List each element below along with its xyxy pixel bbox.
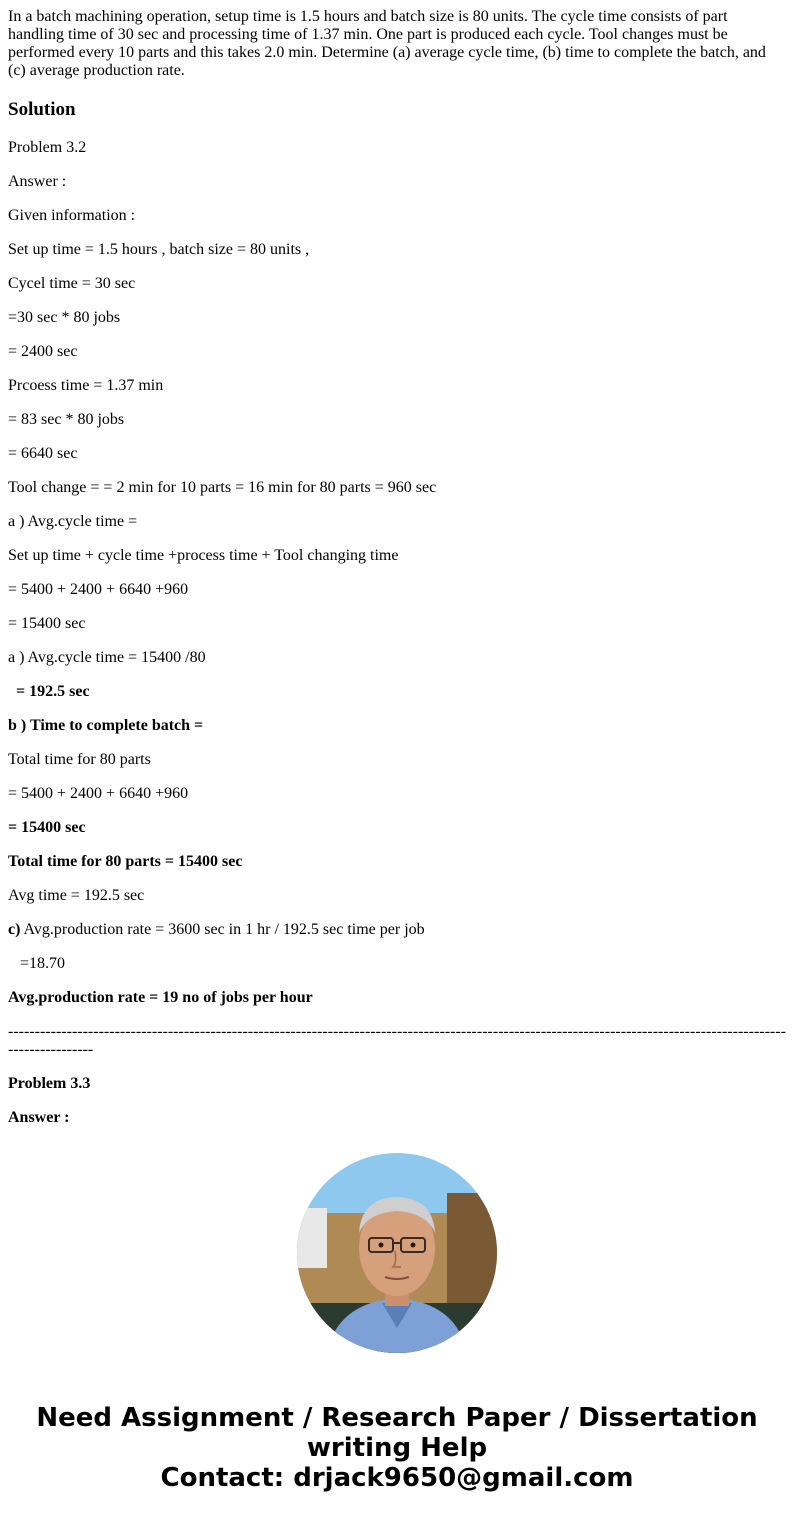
process-time-line: Prcoess time = 1.37 min [8,377,164,394]
sum-line: = 5400 + 2400 + 6640 +960 [8,581,189,598]
batch-sum-result: = 15400 sec [8,819,86,836]
total-time-label: Total time for 80 parts [8,751,151,768]
given-information-label: Given information : [8,207,136,224]
avg-cycle-calc-line: a ) Avg.cycle time = 15400 /80 [8,649,206,666]
batch-sum-line: = 5400 + 2400 + 6640 +960 [8,785,189,802]
problem-3-3-heading: Problem 3.3 [8,1075,91,1092]
avg-cycle-heading: a ) Avg.cycle time = [8,513,138,530]
question-text: In a batch machining operation, setup time is 1.5 hours and batch size is 80 units. The cycle time consists of part handling time of 30 sec and processing time of 1.37 min. One part is produced each cycle. Tool changes must be performed every 10 parts and this takes 2.0 min. Determine (a) average cycle time, (b) time to complete the batch, and (c) average production rate. [8,8,766,79]
avg-cycle-result: = 192.5 sec [8,683,90,700]
production-rate-result: Avg.production rate = 19 no of jobs per hour [8,989,313,1006]
formula-line: Set up time + cycle time +process time + Tool changing time [8,547,399,564]
solution-heading: Solution [8,99,76,120]
answer-label: Answer : [8,173,67,190]
cycle-time-line: Cycel time = 30 sec [8,275,136,292]
tool-change-line: Tool change = = 2 min for 10 parts = 16 min for 80 parts = 960 sec [8,479,437,496]
avg-time-line: Avg time = 192.5 sec [8,887,145,904]
banner-line-2: writing Help [306,1433,488,1463]
total-time-result: Total time for 80 parts = 15400 sec [8,853,243,870]
avatar-portrait [297,1153,497,1353]
problem-3-3-answer-label: Answer : [8,1109,70,1126]
process-result-line: = 6640 sec [8,445,78,462]
cycle-result-line: = 2400 sec [8,343,78,360]
problem-number: Problem 3.2 [8,139,87,156]
batch-time-heading: b ) Time to complete batch = [8,717,204,734]
production-rate-value: =18.70 [8,955,66,972]
author-avatar [297,1153,497,1353]
banner-contact: Contact: drjack9650@gmail.com [160,1463,634,1493]
sum-result-line: = 15400 sec [8,615,86,632]
promo-banner [0,1403,794,1493]
part-c-label: c) [8,921,21,938]
production-rate-line [8,921,425,939]
banner-line-1: Need Assignment / Research Paper / Dissertation [36,1403,758,1433]
process-calc-line: = 83 sec * 80 jobs [8,411,125,428]
cycle-calc-line: =30 sec * 80 jobs [8,309,121,326]
setup-batch-line: Set up time = 1.5 hours , batch size = 80 units , [8,241,310,258]
section-divider: ------------------------------------------------------------------------------------------------------------------------------------------------------------------ [8,1023,786,1058]
production-rate-calc: Avg.production rate = 3600 sec in 1 hr / 192.5 sec time per job [20,921,425,938]
